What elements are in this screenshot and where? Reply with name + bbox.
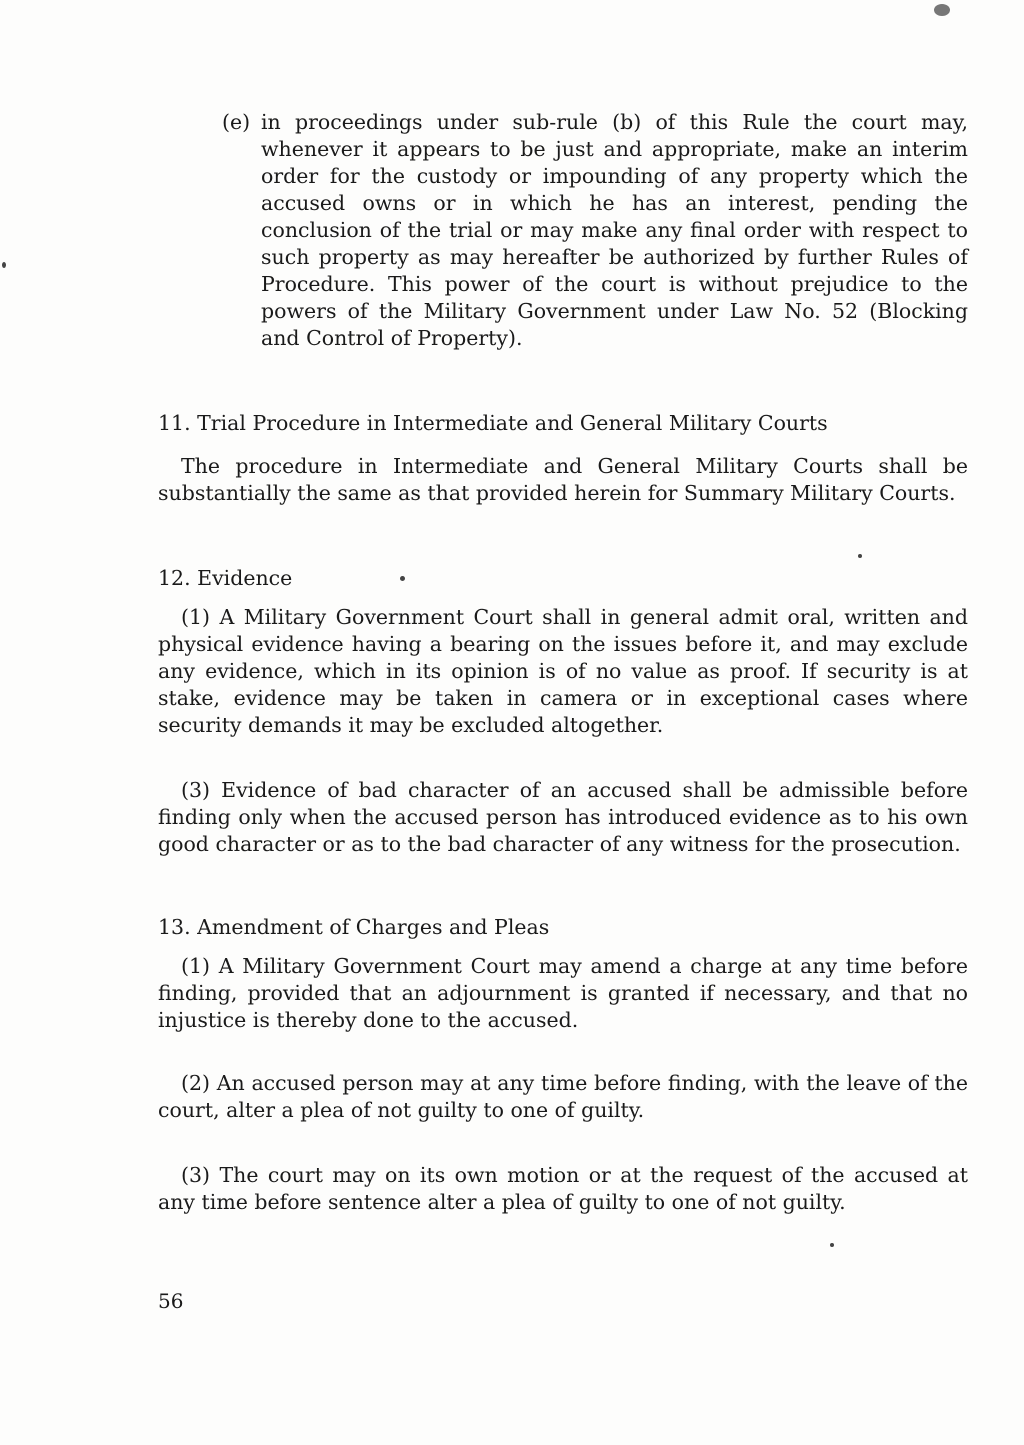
section-heading-11: 11. Trial Procedure in Intermediate and General Military Courts xyxy=(158,411,828,435)
scan-speck xyxy=(2,262,6,268)
page-number: 56 xyxy=(158,1289,184,1313)
section-13-paragraph-3: (3) The court may on its own motion or at the request of the accused at any time before sentence alter a plea of guilty to one of not guilty. xyxy=(158,1163,968,1214)
section-12-paragraph-1: (1) A Military Government Court shall in general admit oral, written and physical evidence having a bearing on the issues before it, and may exclude any evidence, which in its opinion is of no value as proof. If security is at stake, evidence may be taken in camera or in exceptional cases where security demands it may be excluded altogether. xyxy=(158,605,968,737)
sub-rule-text: in proceedings under sub-rule (b) of this Rule the court may, whenever it appears to be just and appropriate, make an interim order for the custody or impounding of any property which the accused owns or in which he has an interest, pending the conclusion of the trial or may make any final order with respect to such property as may hereafter be authorized by further Rules of Procedure. This power of the court is without prejudice to the powers of the Military Government under Law No. 52 (Blocking and Control of Property). xyxy=(261,110,968,350)
scan-speck xyxy=(830,1243,834,1247)
scan-speck xyxy=(858,554,862,558)
section-heading-12: 12. Evidence xyxy=(158,566,293,590)
section-13-paragraph-2: (2) An accused person may at any time before finding, with the leave of the court, alter a plea of not guilty to one of guilty. xyxy=(158,1071,968,1122)
section-11-paragraph: The procedure in Intermediate and General Military Courts shall be substantially the same as that provided herein for Summary Military Courts. xyxy=(158,454,968,505)
section-heading-13: 13. Amendment of Charges and Pleas xyxy=(158,915,550,939)
section-12-paragraph-3: (3) Evidence of bad character of an accused shall be admissible before finding only when the accused person has introduced evidence as to his own good character or as to the bad character of any witness for the prosecution. xyxy=(158,778,968,856)
sub-rule-label: (e) xyxy=(222,110,251,134)
scan-speck xyxy=(400,576,405,581)
section-13-paragraph-1: (1) A Military Government Court may amend a charge at any time before finding, provided that an adjournment is granted if necessary, and that no injustice is thereby done to the accused. xyxy=(158,954,968,1032)
sub-rule-e xyxy=(222,109,968,352)
scan-speck xyxy=(934,4,950,16)
